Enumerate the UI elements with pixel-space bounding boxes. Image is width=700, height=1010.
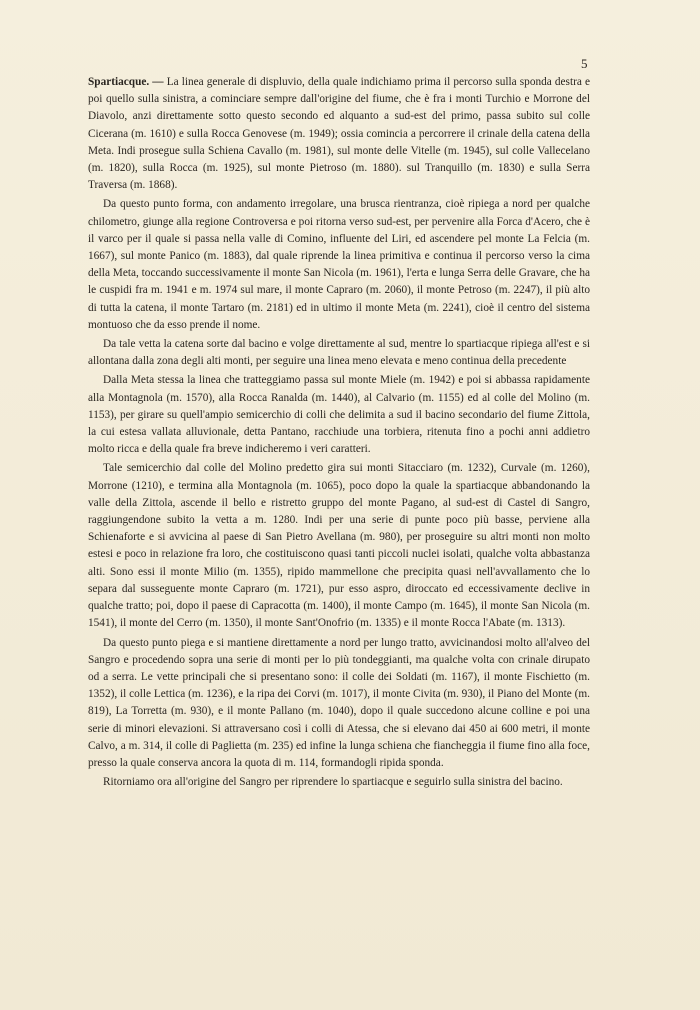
paragraph-1-text: La linea generale di displuvio, della quale indichiamo prima il percorso sulla sponda destra e poi quello sulla sinistra, a cominciare sempre dall'origine del fiume, che è fra i monti Turchio e Morrone del Diavolo, anzi direttamente sotto questo secondo ed alquanto a sud-est del primo, passa subito sul colle Cicerana (m. 1610) e sulla Rocca Genovese (m. 1949); ossia comincia a percorrere il crinale della catena della Meta. Indi prosegue sulla Schiena Cavallo (m. 1981), sul monte delle Vitelle (m. 1945), sul colle Vallecelano (m. 1820), sulla Rocca (m. 1925), sul monte Pietroso (m. 1880). sul Tranquillo (m. 1830) e sulla Serra Traversa (m. 1868). [88, 76, 590, 192]
paragraph-2: Da questo punto forma, con andamento irregolare, una brusca rientranza, cioè ripiega a nord per qualche chilometro, giunge alla regione Controversa e poi ritorna verso sud-est, per pervenire alla Forca d'Acero, che è il varco per il quale si passa nella valle di Comino, influente del Liri, ed ascendere pel monte La Felcia (m. 1667), sul monte Panico (m. 1883), dal quale riprende la linea primitiva e continua il percorso verso la cima della Meta, toccando successivamente il monte San Nicola (m. 1961), l'erta e lunga Serra delle Gravare, che ha le cuspidi fra m. 1941 e m. 1974 sul mare, il monte Capraro (m. 2060), il monte Petroso (m. 2247), il più alto di tutta la catena, il monte Tartaro (m. 2181) ed in ultimo il monte Meta (m. 2241), cioè il centro del sistema montuoso che da esso prende il nome. [88, 198, 590, 331]
paragraph-3: Da tale vetta la catena sorte dal bacino e volge direttamente al sud, mentre lo spartiacque ripiega all'est e si allontana dalla zona degli alti monti, per seguire una linea meno elevata e meno continua della precedente [88, 338, 590, 368]
paragraph-6: Da questo punto piega e si mantiene direttamente a nord per lungo tratto, avvicinandosi molto all'alveo del Sangro e procedendo sopra una serie di monti per lo più tondeggianti, ma qualche volta con crinale dirupato od a serra. Le vette principali che si presentano sono: il colle dei Soldati (m. 1167), il monte Fischietto (m. 1352), il colle Lettica (m. 1236), e la ripa dei Corvi (m. 1017), il monte Civita (m. 930), il Piano del Monte (m. 819), La Torretta (m. 930), e il monte Pallano (m. 1040), dopo il quale succedono alcune colline e poi una serie di minori elevazioni. Si attraversano così i colli di Atessa, che si elevano dai 450 ai 600 metri, il monte Calvo, a m. 314, il colle di Paglietta (m. 235) ed infine la lunga schiena che fiancheggia il fiume fino alla foce, presso la quale conserva ancora la quota di m. 114, formandogli ripida sponda. [88, 636, 590, 769]
paragraph-7: Ritorniamo ora all'origine del Sangro per riprendere lo spartiacque e seguirlo sulla sinistra del bacino. [103, 776, 563, 789]
page-number: 5 [581, 56, 588, 71]
text-body [88, 74, 590, 791]
paragraph-4: Dalla Meta stessa la linea che tratteggiamo passa sul monte Miele (m. 1942) e poi si abbassa rapidamente alla Montagnola (m. 1570), alla Rocca Ranalda (m. 1440), al Calvario (m. 1155) ed al colle del Molino (m. 1153), per girare su quell'ampio semicerchio di colli che delimita a sud il bacino secondario del fiume Zittola, la cui estesa vallata alluvionale, detta Pantano, racchiude una torbiera, ritenuta fino a pochi anni addietro molto ricca e della quale fra breve indicheremo i veri caratteri. [88, 374, 590, 456]
section-heading: Spartiacque. — [88, 76, 164, 88]
paragraph-1 [88, 74, 590, 194]
paragraph-5: Tale semicerchio dal colle del Molino predetto gira sui monti Sitacciaro (m. 1232), Curvale (m. 1260), Morrone (1210), e termina alla Montagnola (m. 1065), poco dopo la quale la spartiacque abbandonando la valle della Zittola, ascende il bello e ristretto gruppo del monte Pagano, al sud-est di Castel di Sangro, raggiungendone subito la vetta a m. 1280. Indi per una serie di punte poco più basse, perviene alla Schienaforte e si avvicina al paese di San Pietro Avellana (m. 980), per proseguire su altri monti non molto estesi e poco in relazione fra loro, che costituiscono quasi tanti piccoli nuclei isolati, qualche volta abbastanza alti. Sono essi il monte Milio (m. 1355), ripido mammellone che precipita quasi nell'avvallamento che lo separa dal susseguente monte Capraro (m. 1721), pur esso aspro, diroccato ed eccessivamente declive in qualche tratto; poi, dopo il paese di Capracotta (m. 1400), il monte Campo (m. 1645), il monte San Nicola (m. 1541), il monte del Cerro (m. 1350), il monte Sant'Onofrio (m. 1335) e il monte Rocca l'Abate (m. 1313). [88, 462, 590, 630]
